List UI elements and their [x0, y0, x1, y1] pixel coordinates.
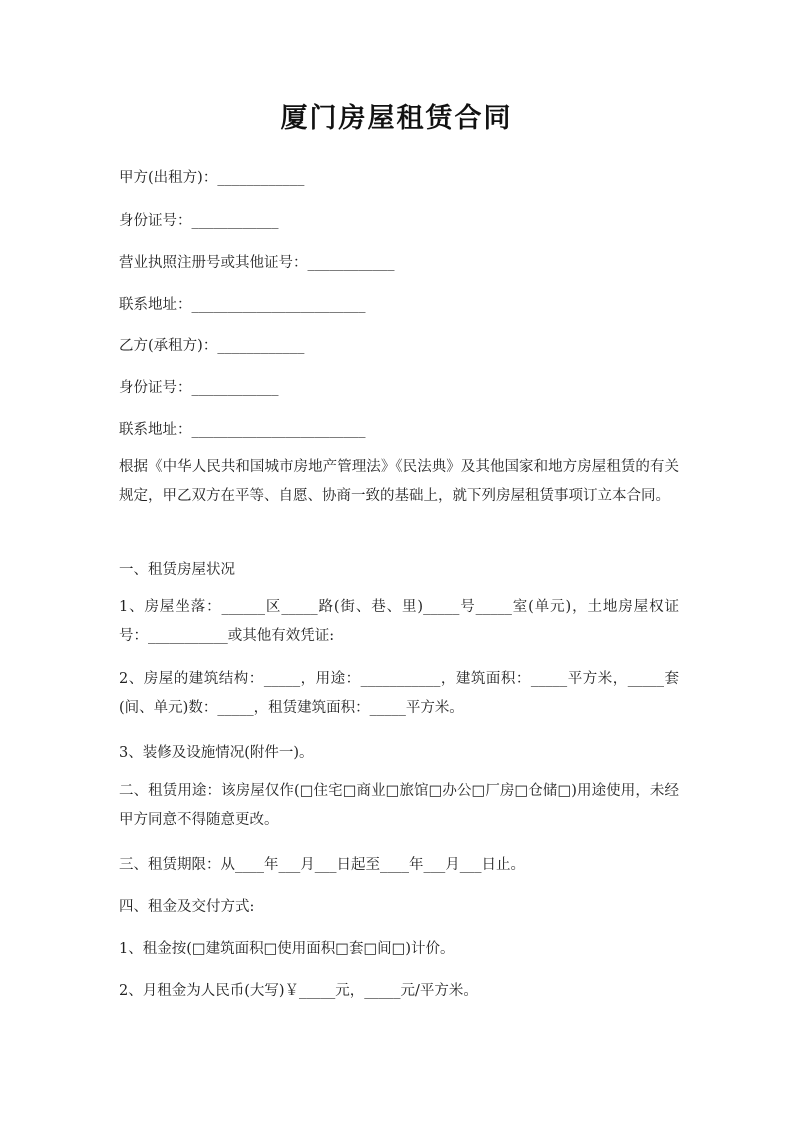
- party-a-license-line: 营业执照注册号或其他证号：____________: [119, 255, 395, 271]
- clause-1-1: 1、房屋坐落：______区_____路(街、巷、里)_____号_____室(单元)，土地房屋权证号：___________或其他有效凭证:: [119, 599, 679, 644]
- party-b-id-line: 身份证号：____________: [119, 380, 279, 396]
- party-a-name-line: 甲方(出租方)：____________: [119, 170, 305, 186]
- clause-4-2: 2、月租金为人民币(大写)￥_____元，_____元/平方米。: [119, 983, 478, 999]
- section-1-heading: 一、租赁房屋状况: [119, 562, 235, 578]
- party-a-id-line: 身份证号：____________: [119, 213, 279, 229]
- party-b-name-line: 乙方(承租方)：____________: [119, 338, 305, 354]
- section-2-paragraph: 二、租赁用途：该房屋仅作(□住宅□商业□旅馆□办公□厂房□仓储□)用途使用，未经甲方同意不得随意更改。: [119, 783, 679, 828]
- section-4-heading: 四、租金及交付方式:: [119, 899, 255, 915]
- section-3-line: 三、租赁期限：从____年___月___日起至____年___月___日止。: [119, 857, 525, 873]
- document-title: 厦门房屋租赁合同: [280, 103, 513, 134]
- clause-4-1: 1、租金按(□建筑面积□使用面积□套□间□)计价。: [119, 941, 455, 957]
- intro-paragraph: 根据《中华人民共和国城市房地产管理法》《民法典》及其他国家和地方房屋租赁的有关规定，甲乙双方在平等、自愿、协商一致的基础上，就下列房屋租赁事项订立本合同。: [119, 459, 679, 504]
- party-a-address-line: 联系地址：________________________: [119, 297, 366, 313]
- party-b-address-line: 联系地址：________________________: [119, 422, 366, 438]
- clause-1-2: 2、房屋的建筑结构：_____，用途：___________，建筑面积：_____平方米，_____套(间、单元)数：_____，租赁建筑面积：_____平方米。: [119, 671, 679, 716]
- clause-1-3: 3、装修及设施情况(附件一)。: [119, 745, 314, 761]
